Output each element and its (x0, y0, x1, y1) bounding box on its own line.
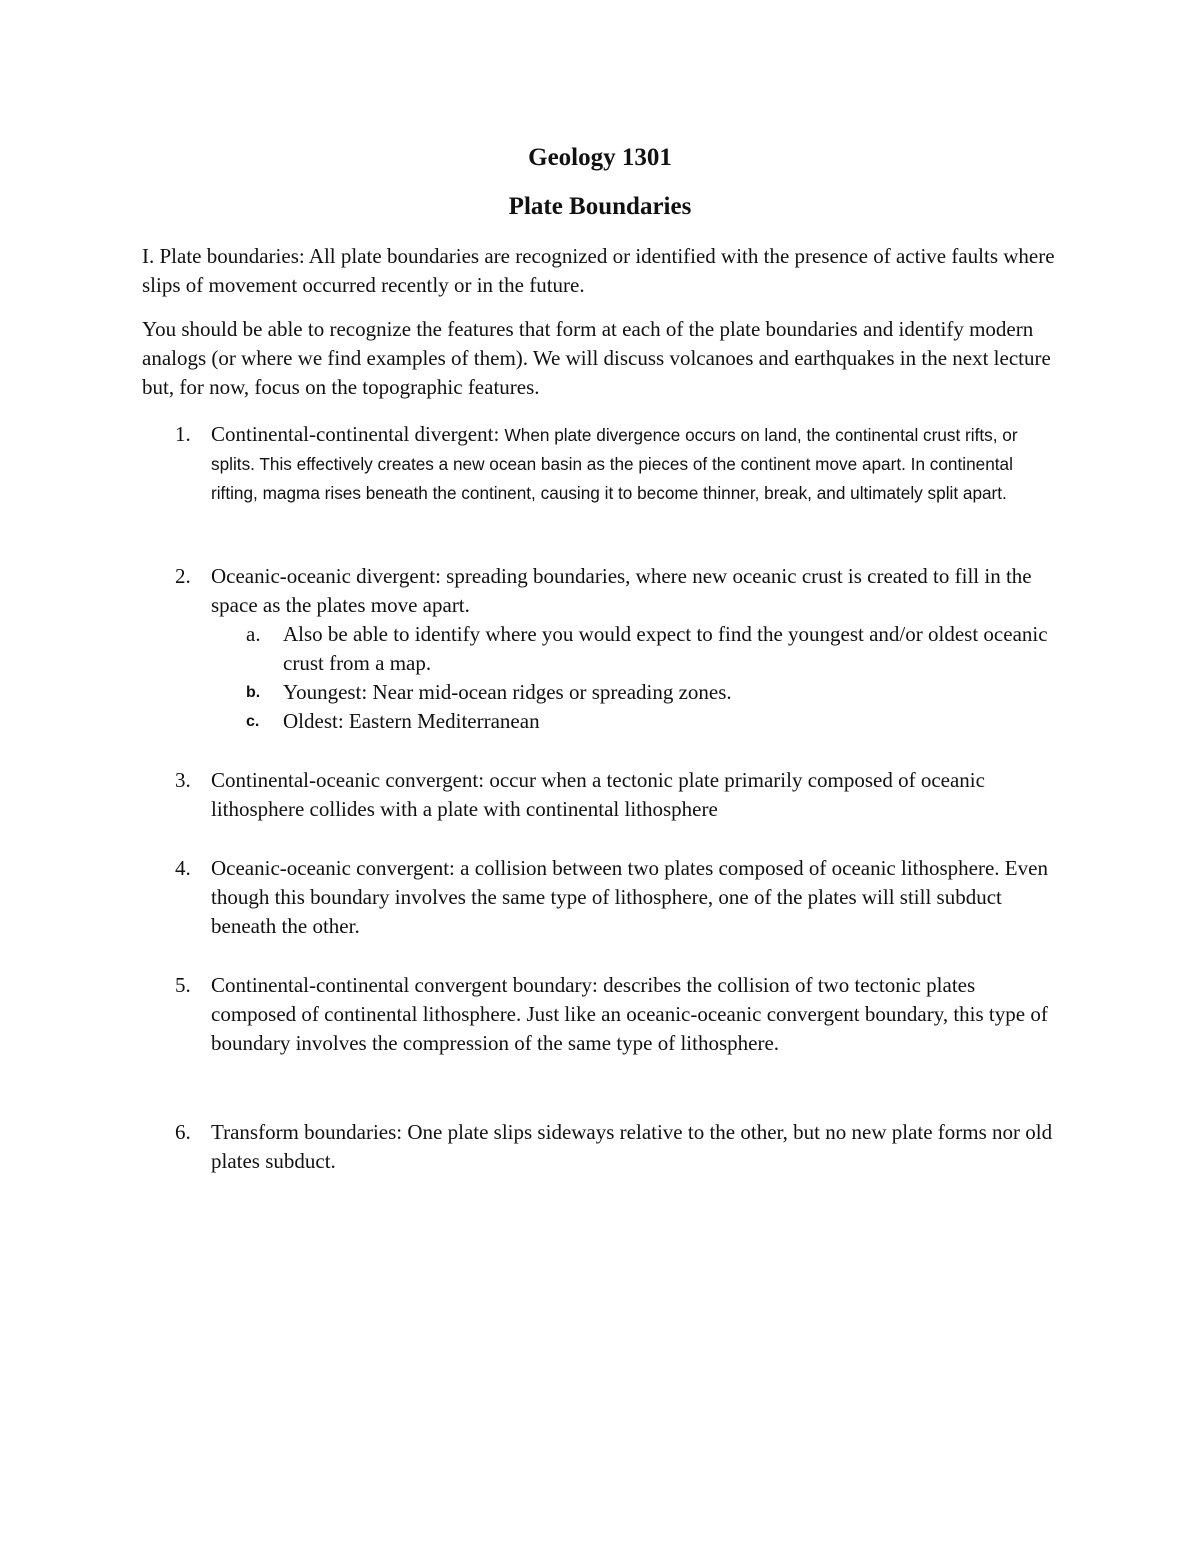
list-item-lead: Continental-continental divergent: (211, 422, 505, 446)
sub-letter: a. (246, 622, 261, 646)
list-number: 3. (175, 768, 191, 792)
sub-item-text: Youngest: Near mid-ocean ridges or spreading zones. (283, 680, 732, 704)
list-item-text: Oceanic-oceanic divergent: spreading boundaries, where new oceanic crust is created to fill in the space as the plates move apart. (211, 564, 1032, 617)
second-paragraph: You should be able to recognize the features that form at each of the plate boundaries and identify modern analogs (or where we find examples of them). We will discuss volcanoes and earthquakes in the next lecture but, for now, focus on the topographic features. (142, 317, 1051, 399)
document-title: Geology 1301 (528, 144, 672, 171)
list-item-text: Oceanic-oceanic convergent: a collision between two plates composed of oceanic lithosphere. Even though this boundary involves the same type of lithosphere, one of the plates will still subduct beneath the other. (211, 856, 1048, 938)
sub-letter: b. (246, 684, 261, 701)
list-number: 2. (175, 564, 191, 588)
sub-letter: c. (246, 713, 260, 730)
list-number: 4. (175, 856, 191, 880)
intro-paragraph: I. Plate boundaries: All plate boundaries are recognized or identified with the presence of active faults where slips of movement occurred recently or in the future. (142, 244, 1055, 297)
list-item-text: Transform boundaries: One plate slips sideways relative to the other, but no new plate forms nor old plates subduct. (211, 1120, 1053, 1173)
list-item-text: Continental-continental convergent boundary: describes the collision of two tectonic plates composed of continental lithosphere. Just like an oceanic-oceanic convergent boundary, this type of boundary involves the compression of the same type of lithosphere. (211, 973, 1048, 1055)
sub-item-text: Also be able to identify where you would expect to find the youngest and/or oldest oceanic crust from a map. (283, 622, 1048, 675)
list-item-text (211, 420, 1061, 507)
list-number: 1. (175, 422, 191, 446)
document-subtitle: Plate Boundaries (508, 193, 692, 220)
list-number: 5. (175, 973, 191, 997)
list-number: 6. (175, 1120, 191, 1144)
list-item-text: Continental-oceanic convergent: occur when a tectonic plate primarily composed of oceanic lithosphere collides with a plate with continental lithosphere (211, 768, 985, 821)
sub-item-text: Oldest: Eastern Mediterranean (283, 709, 540, 733)
list-item-detail: When plate divergence occurs on land, the continental crust rifts, or splits. This effectively creates a new ocean basin as the pieces of the continent move apart. In continental rifting, magma rises beneath the continent, causing it to become thinner, break, and ultimately split apart. (211, 425, 1018, 503)
